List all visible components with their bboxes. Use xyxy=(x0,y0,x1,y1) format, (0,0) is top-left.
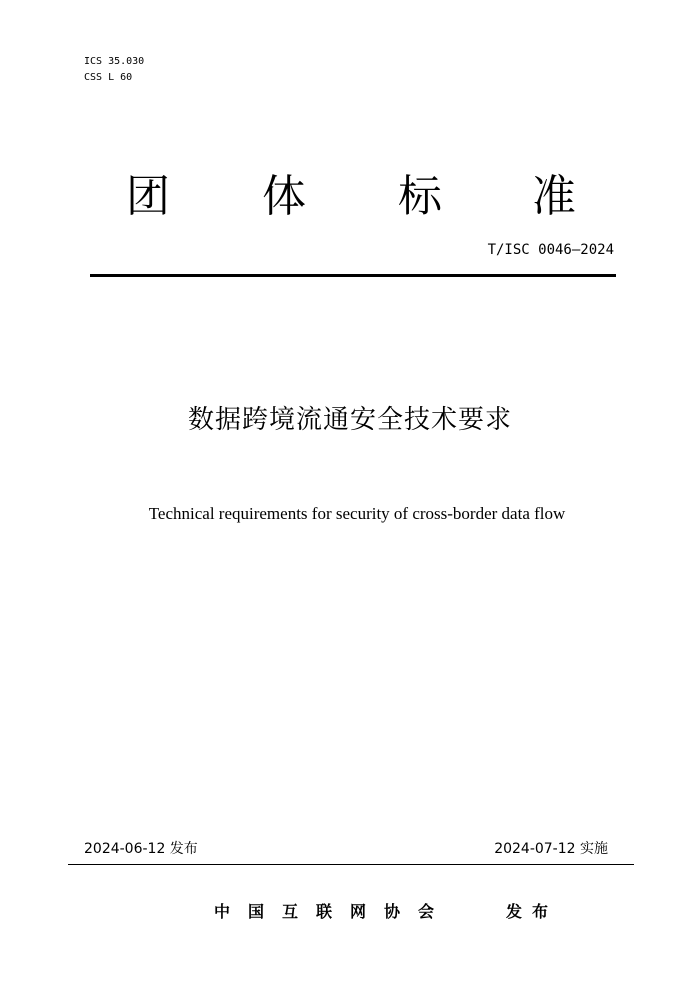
bottom-divider xyxy=(68,864,634,865)
ccs-code: CSS L 60 xyxy=(84,72,133,83)
english-title: Technical requirements for security of cross-border data flow xyxy=(148,504,566,523)
standard-type-char-3: 标 xyxy=(398,171,442,222)
top-divider xyxy=(90,274,616,277)
standard-type-char-2: 体 xyxy=(262,171,306,222)
ics-code: ICS 35.030 xyxy=(84,56,145,67)
publish-date: 2024-06-12 发布 xyxy=(84,841,198,857)
standard-type-char-1: 团 xyxy=(126,171,170,222)
standard-number: T/ISC 0046—2024 xyxy=(487,242,614,258)
implement-date: 2024-07-12 实施 xyxy=(494,841,608,857)
chinese-title: 数据跨境流通安全技术要求 xyxy=(187,405,512,435)
issue-label: 发布 xyxy=(506,902,559,921)
issuing-organization: 中国互联网协会 xyxy=(214,902,453,921)
standard-type-char-4: 准 xyxy=(532,171,576,222)
